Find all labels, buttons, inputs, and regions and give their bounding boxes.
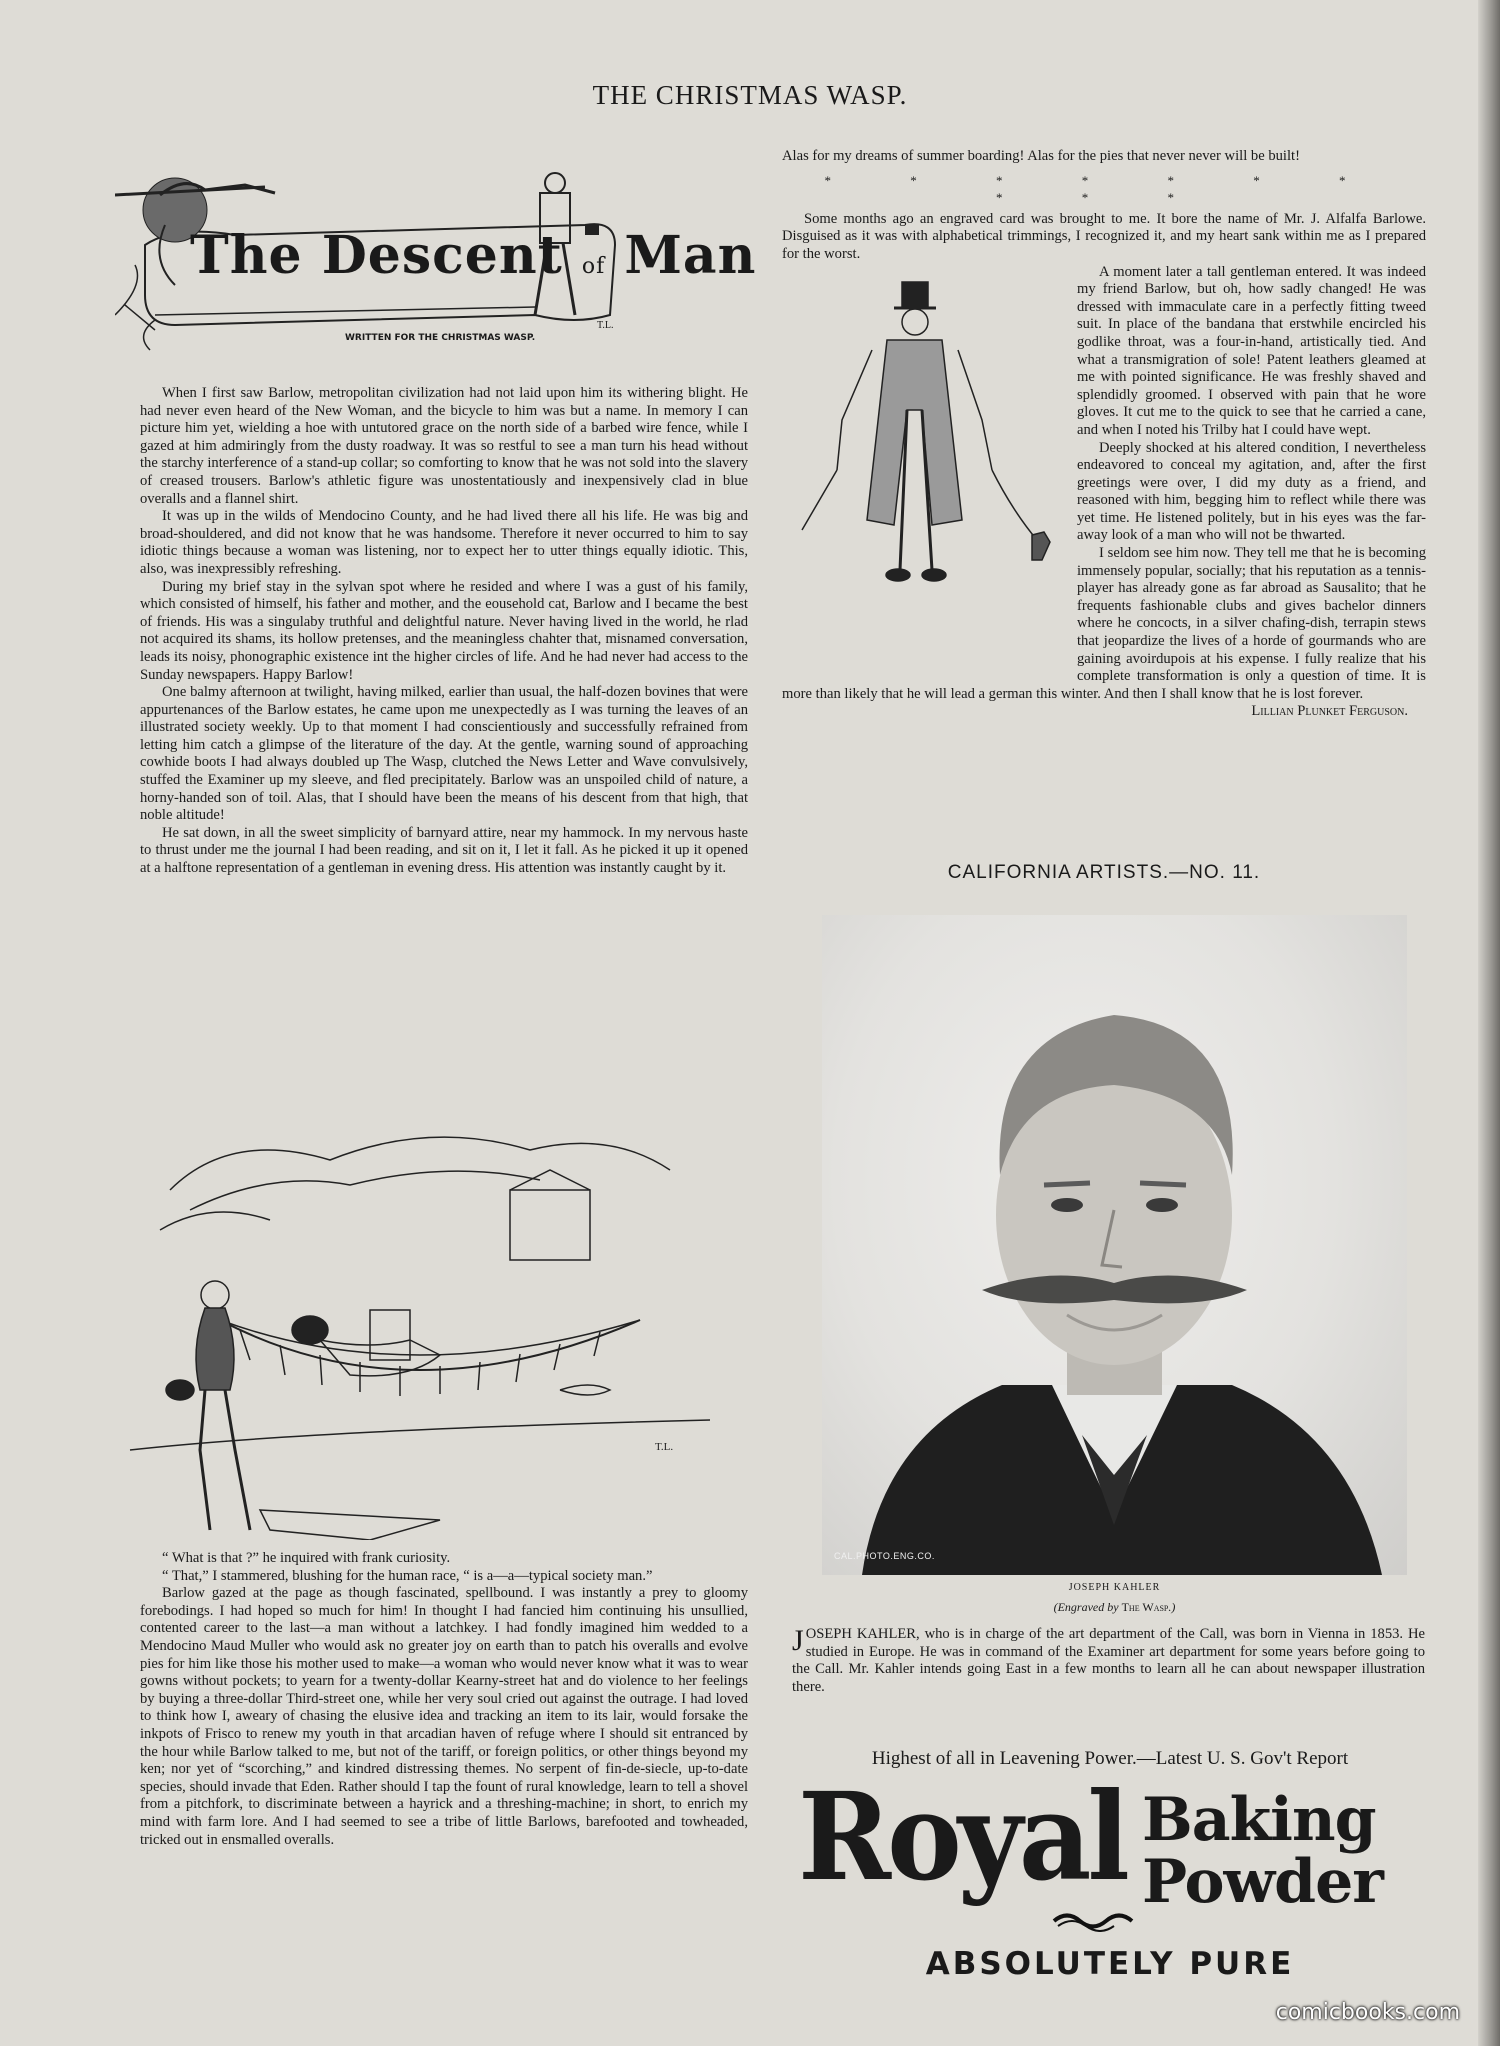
engraved-suffix: .) (1168, 1600, 1176, 1614)
ad-brand: Royal (798, 1766, 1126, 1909)
section-break: * * * * * * * * * * (824, 172, 1384, 206)
ad-slogan: ABSOLUTELY PURE (925, 1946, 1295, 1982)
site-watermark: comicbooks.com (1275, 2000, 1460, 2025)
hammock-illustration (110, 1090, 750, 1540)
article-column-left-top (140, 385, 748, 878)
author-signature: Lillian Plunket Ferguson. (1251, 703, 1408, 720)
article-paragraph: Some months ago an engraved card was brought to me. It bore the name of Mr. J. Alfalfa Barlowe. Disguised as it was with alphabetical trimmings, I recognized it, and my heart sank within me as I prepared for the worst. (782, 210, 1426, 262)
article-paragraph: He sat down, in all the sweet simplicity of barnyard attire, near my hammock. In my nervous haste to thrust under me the journal I had been reading, and sit on it, I let it fall. As he picked it up it opened at a halftone representation of a gentleman in evening dress. His attention was instantly caught by it. (140, 824, 748, 877)
portrait-caption: JOSEPH KAHLER (1068, 1582, 1161, 1593)
series-heading: CALIFORNIA ARTISTS.—NO. 11. (947, 862, 1261, 883)
header-illustration (115, 165, 757, 365)
article-paragraph: Alas for my dreams of summer boarding! Alas for the pies that never never will be built! (782, 148, 1300, 164)
title-word-2: Man (624, 225, 757, 286)
portrait-photo (822, 915, 1407, 1575)
gentleman-illustration (782, 264, 1077, 682)
engraved-prefix: (Engraved by (1053, 1600, 1122, 1614)
article-paragraph: One balmy afternoon at twilight, having milked, earlier than usual, the half-dozen bovines that were appurtenances of the Barlow estates, he came upon me unexpectedly as I was turning the leaves of an illustrated society weekly. Up to that moment I had conscientiously and successfully refrained from letting him catch a glimpse of the literature of the day. At the gentle, warning sound of approaching cowhide boots I had always doubled up The Wasp, clutched the News Letter and Wave convulsively, stuffed the Examiner up my sleeve, and fled precipitately. Barlow was an unspoiled child of nature, a horny-handed son of toil. Alas, that I should have been the means of his descent from that high, that noble altitude! (140, 684, 748, 824)
article-paragraph: “ What is that ?” he inquired with frank curiosity. (162, 1550, 451, 1566)
ad-product-line-1: Baking (1142, 1785, 1376, 1855)
header-title (190, 225, 756, 286)
title-word-1: The Descent (190, 225, 563, 286)
dropcap: J (792, 1624, 804, 1657)
article-paragraph: Barlow gazed at the page as though fascinated, spellbound. I was instantly a prey to gloomy forebodings. I had hoped so much for him! In thought I had fancied him continuing his unsullied, contented career to the last—a man without a latchkey. I had fondly imagined him wedded to a Mendocino Maud Muller who would ask no greater joy on earth than to patch his overalls and evolve pies for him like those his mother used to make—a woman who would never know what it was to wear gowns without pockets; to yearn for a twenty-dollar Kearny-street hat and do violence to her feelings by buying a three-dollar Third-street one, while her very soul cried out against the outrage. I had loved to think how I, aweary of chasing the elusive idea and tracking an item to its lair, would forsake the inkpots of Frisco to renew my youth in that arcadian haven of refuge where I should sit entranced by the hour while Barlow talked to me, but not of the tariff, or foreign politics, or other things beyond my ken; nor yet of “scorching,” and kindred distressing themes. No serpent of fin-de-siecle, up-to-date species, should invade that Eden. Rather should I tap the fount of rural knowledge, learn to tell a shovel from a pitchfork, to discriminate between a hayrick and a threshing-machine; in short, to enrich my mind with farm lore. And I had seemed to see a tribe of little Barlows, barefooted and towheaded, tricked out in ensmalled overalls. (140, 1585, 748, 1848)
ad-flourish-ornament (1052, 1910, 1142, 1932)
article-paragraph: During my brief stay in the sylvan spot where he resided and where I was a gust of his family, which consisted of himself, his father and mother, and the eousehold cat, Barlow and I became the best of friends. His was a singulaby truthful and delightful nature. Never having lived in the world, he rlad not acquired its shams, its hollow pretenses, and the meaningless chahter that, misnamed conversation, leads its noisy, phonographic existence int the higher circles of life. And he had never had access to the Sunday newspapers. Happy Barlow! (140, 578, 748, 683)
engraved-by: The Wasp (1121, 1600, 1169, 1614)
royal-baking-powder-ad (790, 1738, 1430, 2016)
article-column-right-top (782, 148, 1426, 721)
ad-tagline: Highest of all in Leavening Power.—Latest U. S. Gov't Report (871, 1748, 1349, 1769)
header-artist-initials: T.L. (597, 320, 614, 331)
header-subtitle: WRITTEN FOR THE CHRISTMAS WASP. (345, 333, 536, 343)
article-paragraph: When I first saw Barlow, metropolitan civilization had not laid upon him its withering blight. He had never even heard of the New Woman, and the bicycle to him was but a name. In memory I can picture him yet, wielding a hoe with untutored grace on the north side of a barbed wire fence, while I gazed at him admiringly from the dusty roadway. It was so restful to see a man turn his head without the starchy interference of a stand-up collar; so comforting to know that he was not sold into the slavery of creased trousers. Barlow's athletic figure was unostentatiously and inexpensively clad in blue overalls and a flannel shirt. (140, 385, 748, 507)
page-edge-shadow (1478, 0, 1500, 2046)
svg-text:T.L.: T.L. (655, 1441, 674, 1453)
portrait-engraver-credit: CAL.PHOTO.ENG.CO. (834, 1551, 935, 1561)
article-paragraph: It was up in the wilds of Mendocino County, and he had lived there all his life. He was big and broad-shouldered, and did not know that he was handsome. Therefore it never occurred to him to say idiotic things because a woman was listening, nor to expect her to utter things equally idiotic. This, also, was inexpressibly refreshing. (140, 508, 748, 577)
article-paragraph: “ That,” I stammered, blushing for the human race, “ is a—a—typical society man.” (162, 1567, 653, 1584)
ad-product-line-2: Powder (1142, 1847, 1383, 1917)
title-connector: of (581, 254, 606, 279)
article-paragraph: A moment later a tall gentleman entered. It was indeed my friend Barlow, but oh, how sadly changed! He was dressed with immaculate care in a perfectly fitting tweed suit. In place of the bandana that erstwhile encircled his godlike throat, was a four-in-hand, artistically tied. And what a transmigration of sole! Patent leathers gleamed at me with pointed significance. He was freshly shaved and splendidly groomed. I observed with pain that he wore gloves. It cut me to the quick to see that he carried a cane, and when I noted his Trilby hat I could have wept. (1077, 263, 1426, 438)
article-paragraph: I seldom see him now. They tell me that he is becoming immensely popular, socially; that his reputation as a tennis-player has already gone as far abroad as Sausalito; that he frequents fashionable clubs and gives bachelor dinners where he concocts, in a silver chafing-dish, terrapin stews that jeopardize the lives of a horde of gourmands who are gaining avoirdupois at his expense. I fully realize that his complete transformation is only a question of time. It is more than likely that he will lead a german this winter. And then I shall know that he is lost forever. (782, 545, 1426, 702)
portrait-engraved-credit (822, 1600, 1407, 1615)
article-paragraph: Deeply shocked at his altered condition, I nevertheless endeavored to conceal my agitation, and, after the first greetings were over, I did my duty as a friend, and reasoned with him, begging him to reflect while there was yet time. He listened politely, but in his eyes was the far-away look of a man who will not be thwarted. (1077, 439, 1426, 544)
article-column-left-bottom (140, 1550, 748, 1849)
kahler-bio-text: OSEPH KAHLER, who is in charge of the art department of the Call, was born in Vienna in 1853. He studied in Europe. He was in command of the Examiner art department for some years before going to the Call. Mr. Kahler intends going East in a few months to learn all he can about newspaper illustration there. (792, 1626, 1425, 1695)
kahler-bio (792, 1626, 1425, 1696)
running-head: THE CHRISTMAS WASP. (592, 80, 908, 110)
